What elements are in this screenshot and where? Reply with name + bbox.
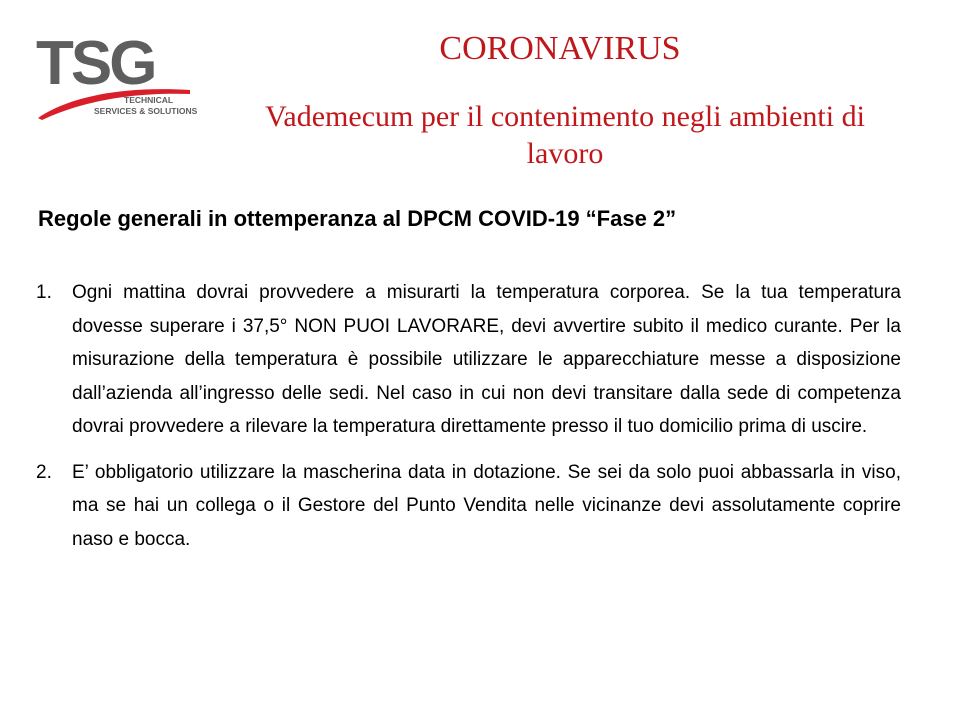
logo-tagline-1: TECHNICAL xyxy=(124,95,174,105)
page-title: CORONAVIRUS xyxy=(439,30,681,67)
rule-item xyxy=(30,456,901,557)
page-subtitle: Vademecum per il contenimento negli ambienti di lavoro xyxy=(265,100,865,170)
rule-text: Ogni mattina dovrai provvedere a misurarti la temperatura corporea. Se la tua temperatura dovesse superare i 37,5° NON PUOI LAVORARE, devi avvertire subito il medico curante. Per la misurazione della temperatura è possibile utilizzare le apparecchiature messe a disposizione dall’azienda all’ingresso delle sedi. Nel caso in cui non devi transitare dalla sede di competenza dovrai provvedere a rilevare la temperatura direttamente presso il tuo domicilio prima di uscire. xyxy=(72,282,901,437)
rule-text: E’ obbligatorio utilizzare la mascherina data in dotazione. Se sei da solo puoi abbassarla in viso, ma se hai un collega o il Gestore del Punto Vendita nelle vicinanze devi assolutamente coprire naso e bocca. xyxy=(72,461,901,550)
section-heading: Regole generali in ottemperanza al DPCM COVID-19 “Fase 2” xyxy=(38,206,677,231)
rules-list xyxy=(30,276,901,568)
logo-mark: TSG xyxy=(36,29,155,98)
rule-number: 1. xyxy=(36,282,52,303)
logo-tagline-2: SERVICES & SOLUTIONS xyxy=(94,106,198,116)
tsg-logo xyxy=(30,26,202,126)
rule-item xyxy=(30,276,901,444)
rule-number: 2. xyxy=(36,461,52,483)
